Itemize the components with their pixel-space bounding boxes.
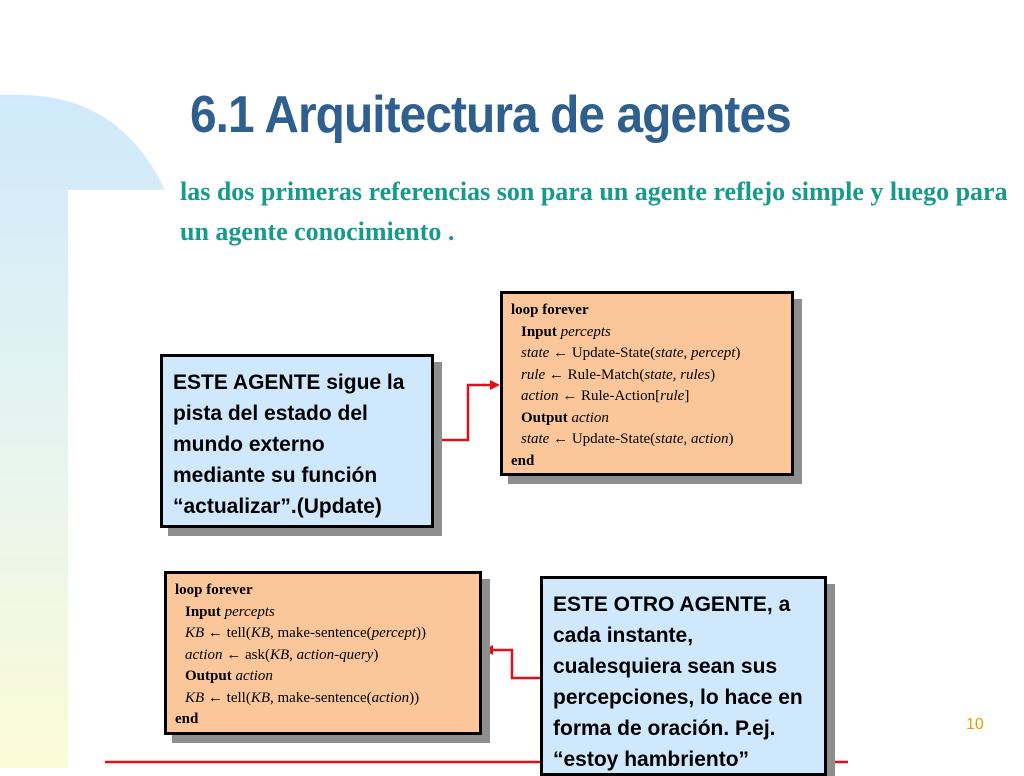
code-line-rule-match: rule ← Rule-Match(state, rules) bbox=[521, 366, 716, 383]
connector-bottom bbox=[492, 650, 540, 678]
code-line-output: Output action bbox=[521, 409, 609, 426]
note-box-knowledge-agent bbox=[540, 576, 827, 776]
note-line: “actualizar”.(Update) bbox=[173, 495, 382, 518]
code-line-tell-action: KB ← tell(KB, make-sentence(action)) bbox=[185, 689, 420, 706]
page-title: 6.1 Arquitectura de agentes bbox=[190, 86, 791, 144]
code-line-ask: action ← ask(KB, action-query) bbox=[185, 646, 379, 663]
connector-top bbox=[434, 385, 494, 440]
arrowhead-top bbox=[490, 380, 500, 390]
page-subtitle: las dos primeras referencias son para un agente reflejo simple y luego para un agente conocimiento . bbox=[180, 177, 1008, 246]
code-line-input: Input percepts bbox=[521, 323, 611, 340]
note-line: cada instante, bbox=[553, 624, 694, 647]
code-line-output: Output action bbox=[185, 668, 273, 684]
note-line: ESTE AGENTE sigue la bbox=[173, 371, 405, 394]
code-box-knowledge-agent bbox=[164, 571, 482, 735]
note-line: percepciones, lo hace en bbox=[553, 686, 803, 709]
code-line-loop: loop forever bbox=[511, 302, 589, 318]
code-line-rule-action: action ← Rule-Action[rule] bbox=[521, 388, 690, 404]
note-box-reflex-agent bbox=[160, 354, 434, 528]
note-line: cualesquiera sean sus bbox=[553, 655, 778, 678]
note-line: ESTE OTRO AGENTE, a bbox=[553, 593, 791, 616]
arrowhead-bottom bbox=[483, 645, 493, 655]
note-line: mundo externo bbox=[173, 433, 325, 456]
note-line: forma de oración. P.ej. bbox=[553, 717, 776, 740]
page-number: 10 bbox=[966, 716, 984, 733]
code-line-input: Input percepts bbox=[185, 603, 275, 620]
note-line: mediante su función bbox=[173, 464, 378, 487]
code-line-update-state-2: state ← Update-State(state, action) bbox=[521, 431, 734, 447]
note-line: “estoy hambriento” bbox=[553, 748, 750, 771]
code-line-end: end bbox=[511, 452, 535, 469]
code-line-tell-percept: KB ← tell(KB, make-sentence(percept)) bbox=[185, 625, 427, 641]
code-line-loop: loop forever bbox=[175, 582, 253, 598]
code-line-end: end bbox=[175, 711, 199, 727]
code-box-reflex-agent bbox=[500, 291, 794, 476]
note-line: pista del estado del bbox=[173, 402, 368, 425]
code-line-update-state: state ← Update-State(state, percept) bbox=[521, 345, 741, 361]
